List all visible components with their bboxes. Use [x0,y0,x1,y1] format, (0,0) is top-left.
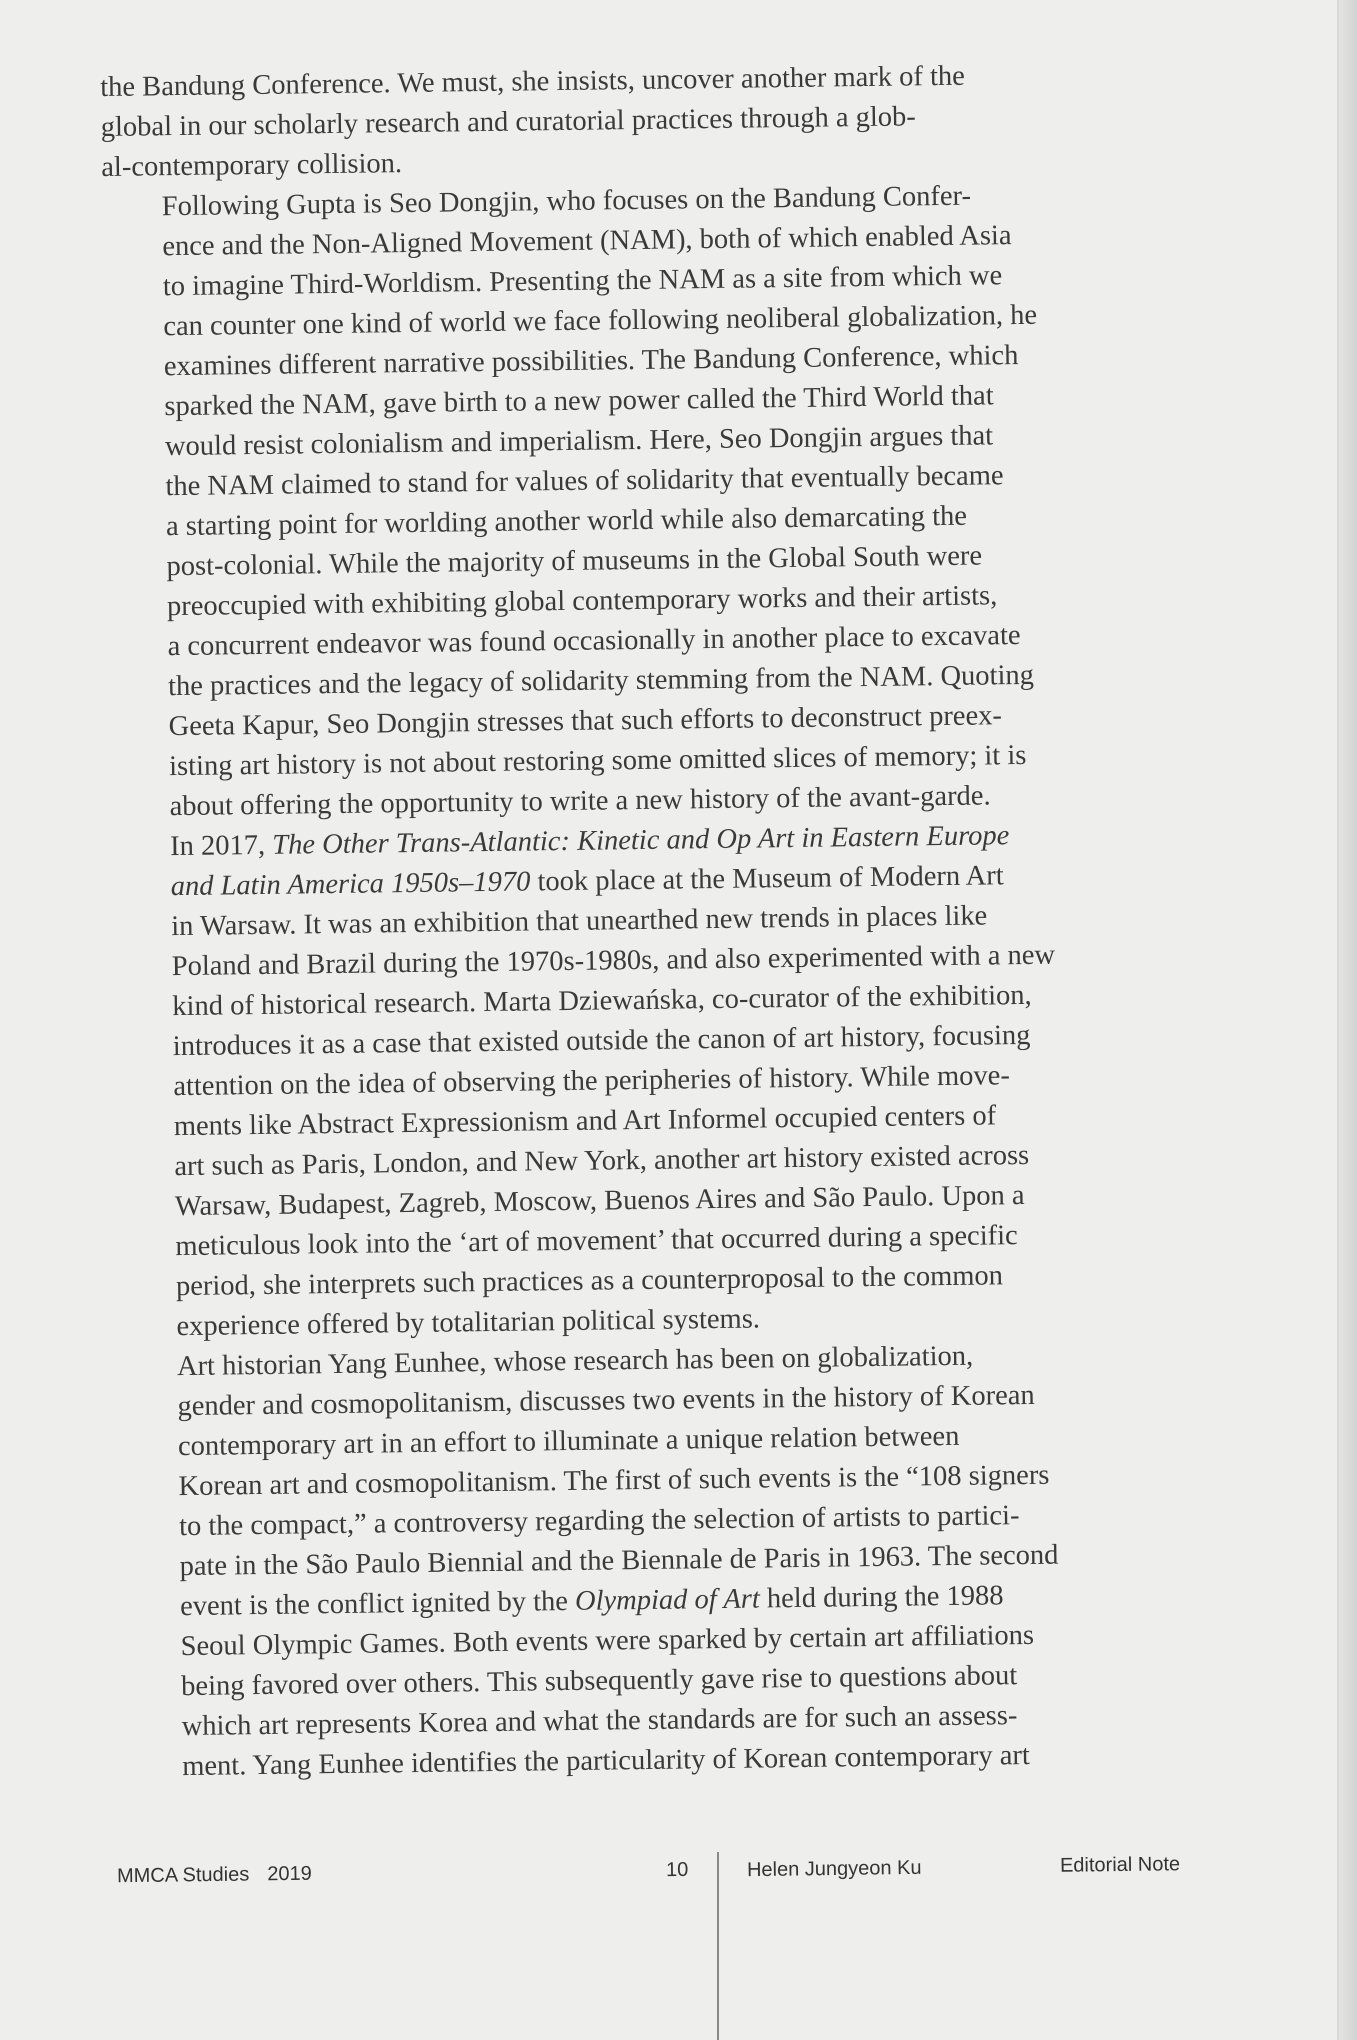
text-run: Following Gupta is Seo Dongjin, who focuses on the Bandung Confer- [161,180,972,223]
text-run: ments like Abstract Expressionism and Art Informel occupied centers of [173,1100,997,1143]
paragraph [117,1336,1059,1788]
journal-title: MMCA Studies [116,1863,250,1888]
text-run: Warsaw, Budapest, Zagreb, Moscow, Buenos Aires and São Paulo. Upon a [174,1179,1025,1223]
paragraph [102,176,1040,828]
text-run: ence and the Non-Aligned Movement (NAM), both of which enabled Asia [162,220,1012,263]
text-run: isting art history is not about restoring some omitted slices of memory; it is [168,739,1027,783]
text-run: art such as Paris, London, and New York, another art history existed across [174,1139,1030,1183]
footer-author: Helen Jungyeon Ku [746,1856,922,1882]
text-run: took place at the Museum of Modern Art [530,860,1004,898]
text-run: to imagine Third-Worldism. Presenting the NAM as a site from which we [162,260,1003,303]
paragraph [110,816,1056,1348]
footer-divider [717,1852,719,2040]
text-run: period, she interprets such practices as a counterproposal to the common [175,1260,1004,1303]
text-run: preoccupied with exhibiting global contemporary works and their artists, [166,580,998,623]
text-run: attention on the idea of observing the peripheries of history. While move- [173,1060,1011,1103]
text-run: examines different narrative possibilities. The Bandung Conference, which [163,340,1019,383]
page-footer [0,1838,1357,2040]
text-run: ment. Yang Eunhee identifies the particularity of Korean contemporary art [182,1739,1030,1783]
text-run: about offering the opportunity to write a new history of the avant-garde. [169,780,991,823]
text-run: the practices and the legacy of solidarity stemming from the NAM. Quoting [167,659,1035,703]
text-run: Geeta Kapur, Seo Dongjin stresses that such efforts to deconstruct preex- [168,700,1003,743]
body-text [100,56,1059,1788]
footer-section: Editorial Note [1059,1853,1181,1877]
text-run: being favored over others. This subsequently gave rise to questions about [180,1660,1018,1703]
italic-title: and Latin America 1950s–1970 [170,866,531,903]
text-run: can counter one kind of world we face following neoliberal globalization, he [163,299,1038,343]
text-run: Art historian Yang Eunhee, whose research has been on globalization, [176,1340,974,1383]
page-edge [1339,0,1357,2040]
text-run: introduces it as a case that existed outside the canon of art history, focusing [172,1019,1031,1063]
text-run: Seoul Olympic Games. Both events were sparked by certain art affiliations [180,1619,1035,1663]
footer-journal [117,1863,312,1889]
text-run: which art represents Korea and what the standards are for such an assess- [181,1700,1018,1743]
text-run: would resist colonialism and imperialism. Here, Seo Dongjin argues that [164,420,994,463]
text-run: kind of historical research. Marta Dziewańska, co-curator of the exhibition, [172,979,1032,1023]
text-run: the Bandung Conference. We must, she insists, uncover another mark of the [100,60,966,103]
text-run: post-colonial. While the majority of museums in the Global South were [166,540,983,583]
text-run: to the compact,” a controversy regarding the selection of artists to partici- [178,1500,1020,1543]
text-run: experience offered by totalitarian political systems. [176,1303,761,1343]
text-run: gender and cosmopolitanism, discusses two events in the history of Korean [177,1379,1035,1423]
text-run: Korean art and cosmopolitanism. The first of such events is the “108 signers [178,1459,1050,1503]
page-number: 10 [665,1858,689,1882]
text-run: al-contemporary collision. [101,148,403,183]
journal-year: 2019 [267,1862,312,1886]
text-run: sparked the NAM, gave birth to a new power called the Third World that [164,380,994,423]
text-run: pate in the São Paulo Biennial and the Biennale de Paris in 1963. The second [179,1539,1059,1583]
text-run: a starting point for worlding another world while also demarcating the [165,500,968,543]
text-run: Poland and Brazil during the 1970s-1980s, and also experimented with a new [171,939,1056,983]
text-run: a concurrent endeavor was found occasionally in another place to excavate [167,620,1021,663]
italic-title: Olympiad of Art [574,1583,760,1617]
text-run: the NAM claimed to stand for values of solidarity that eventually became [165,460,1004,503]
text-run: global in our scholarly research and curatorial practices through a glob- [100,101,917,143]
text-run: held during the 1988 [759,1580,1004,1615]
text-run: meticulous look into the ‘art of movement’ that occurred during a specific [175,1220,1018,1263]
text-run: In 2017, [169,829,273,863]
text-run: contemporary art in an effort to illuminate a unique relation between [177,1420,960,1463]
italic-title: The Other Trans-Atlantic: Kinetic and Op Art in Eastern Europe [272,820,1010,861]
paragraph [100,56,1031,188]
text-run: event is the conflict ignited by the [179,1585,576,1623]
text-run: in Warsaw. It was an exhibition that unearthed new trends in places like [171,900,988,943]
